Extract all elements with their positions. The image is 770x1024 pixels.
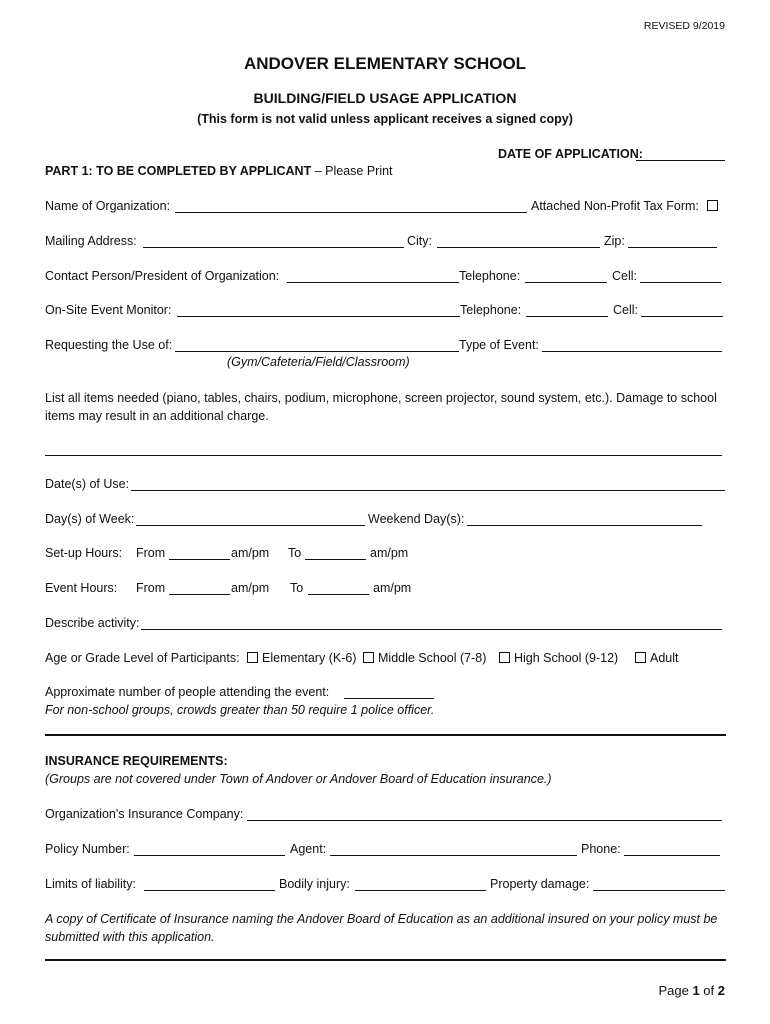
policy-label: Policy Number:	[45, 842, 130, 856]
describe-label: Describe activity:	[45, 616, 140, 630]
setup-label: Set-up Hours:	[45, 546, 123, 560]
page-of: of	[699, 983, 718, 998]
agent-field[interactable]	[330, 855, 577, 856]
age-option-middle[interactable]	[363, 651, 486, 665]
monitor-telephone-field[interactable]	[526, 316, 608, 317]
limits-field[interactable]	[144, 890, 275, 891]
part1-heading-text: PART 1: TO BE COMPLETED BY APPLICANT	[45, 164, 312, 178]
form-title: BUILDING/FIELD USAGE APPLICATION	[253, 90, 517, 106]
bodily-field[interactable]	[355, 890, 486, 891]
revised-date: REVISED 9/2019	[643, 20, 725, 32]
school-name: ANDOVER ELEMENTARY SCHOOL	[243, 54, 527, 73]
contact-field[interactable]	[287, 282, 459, 283]
age-option-adult[interactable]	[635, 651, 679, 665]
contact-cell-field[interactable]	[640, 282, 721, 283]
event-hours-label: Event Hours:	[45, 581, 118, 595]
monitor-field[interactable]	[177, 316, 460, 317]
contact-telephone-field[interactable]	[525, 282, 607, 283]
age-label: Age or Grade Level of Participants:	[45, 651, 240, 665]
days-field[interactable]	[136, 525, 365, 526]
phone-label: Phone:	[581, 842, 621, 856]
requesting-field[interactable]	[175, 351, 459, 352]
insurance-heading: INSURANCE REQUIREMENTS:	[45, 754, 228, 768]
describe-field[interactable]	[141, 629, 722, 630]
checkbox-icon	[635, 652, 646, 663]
date-of-application-label: DATE OF APPLICATION:	[498, 147, 643, 161]
contact-cell-label: Cell:	[612, 269, 638, 283]
age-option-label: High School (9-12)	[514, 651, 619, 665]
phone-field[interactable]	[624, 855, 720, 856]
setup-to-ampm: am/pm	[370, 546, 409, 560]
date-of-application-field[interactable]	[636, 160, 725, 161]
property-label: Property damage:	[490, 877, 590, 891]
city-field[interactable]	[437, 247, 600, 248]
page-prefix: Page	[658, 983, 693, 998]
event-from-ampm: am/pm	[231, 581, 270, 595]
mailing-field[interactable]	[143, 247, 404, 248]
checkbox-icon	[247, 652, 258, 663]
event-to-ampm: am/pm	[373, 581, 412, 595]
zip-field[interactable]	[628, 247, 717, 248]
checkbox-icon	[707, 200, 718, 211]
insurance-company-field[interactable]	[247, 820, 722, 821]
section-divider	[45, 734, 726, 736]
contact-telephone-label: Telephone:	[459, 269, 521, 283]
part1-heading	[45, 164, 393, 178]
org-name-field[interactable]	[175, 212, 527, 213]
dates-label: Date(s) of Use:	[45, 477, 130, 491]
event-from-label: From	[136, 581, 166, 595]
weekend-field[interactable]	[467, 525, 702, 526]
requesting-label: Requesting the Use of:	[45, 338, 173, 352]
monitor-label: On-Site Event Monitor:	[45, 303, 172, 317]
age-option-label: Adult	[650, 651, 679, 665]
setup-from-field[interactable]	[169, 559, 230, 560]
bodily-label: Bodily injury:	[279, 877, 350, 891]
validity-note: (This form is not valid unless applicant receives a signed copy)	[197, 112, 573, 126]
city-label: City:	[407, 234, 432, 248]
org-name-label: Name of Organization:	[45, 199, 171, 213]
event-to-field[interactable]	[308, 594, 369, 595]
requesting-hint: (Gym/Cafeteria/Field/Classroom)	[227, 355, 410, 369]
event-to-label: To	[290, 581, 304, 595]
zip-label: Zip:	[604, 234, 625, 248]
policy-field[interactable]	[134, 855, 285, 856]
footer-divider	[45, 959, 726, 961]
limits-label: Limits of liability:	[45, 877, 136, 891]
contact-label: Contact Person/President of Organization:	[45, 269, 280, 283]
tax-form-checkbox[interactable]	[707, 199, 722, 213]
insurance-company-label: Organization's Insurance Company:	[45, 807, 244, 821]
setup-from-ampm: am/pm	[231, 546, 270, 560]
items-field[interactable]	[45, 455, 722, 456]
items-note: List all items needed (piano, tables, chairs, podium, microphone, screen projector, sound system, etc.). Damage to school items may result in an additional charge.	[45, 391, 717, 423]
attending-label: Approximate number of people attending the event:	[45, 685, 330, 699]
part1-heading-suffix: – Please Print	[311, 164, 393, 178]
page-number	[658, 983, 725, 998]
attending-field[interactable]	[344, 698, 434, 699]
setup-to-label: To	[288, 546, 302, 560]
monitor-telephone-label: Telephone:	[460, 303, 522, 317]
event-type-field[interactable]	[542, 351, 722, 352]
checkbox-icon	[499, 652, 510, 663]
page-total: 2	[717, 983, 725, 998]
police-note: For non-school groups, crowds greater than 50 require 1 police officer.	[45, 703, 435, 717]
certificate-note: A copy of Certificate of Insurance naming the Andover Board of Education as an additional insured on your policy must be submitted with this application.	[45, 912, 718, 944]
checkbox-icon	[363, 652, 374, 663]
insurance-note: (Groups are not covered under Town of Andover or Andover Board of Education insurance.)	[45, 772, 552, 786]
days-label: Day(s) of Week:	[45, 512, 135, 526]
age-option-high[interactable]	[499, 651, 618, 665]
dates-field[interactable]	[131, 490, 725, 491]
monitor-cell-label: Cell:	[613, 303, 639, 317]
event-from-field[interactable]	[169, 594, 230, 595]
age-option-elementary[interactable]	[247, 651, 356, 665]
property-field[interactable]	[593, 890, 725, 891]
mailing-label: Mailing Address:	[45, 234, 137, 248]
weekend-label: Weekend Day(s):	[368, 512, 465, 526]
age-option-label: Middle School (7-8)	[378, 651, 487, 665]
setup-to-field[interactable]	[305, 559, 366, 560]
agent-label: Agent:	[290, 842, 327, 856]
setup-from-label: From	[136, 546, 166, 560]
tax-form-label: Attached Non-Profit Tax Form:	[531, 199, 699, 213]
monitor-cell-field[interactable]	[641, 316, 723, 317]
age-option-label: Elementary (K-6)	[262, 651, 357, 665]
event-type-label: Type of Event:	[459, 338, 539, 352]
page-current: 1	[692, 983, 700, 998]
